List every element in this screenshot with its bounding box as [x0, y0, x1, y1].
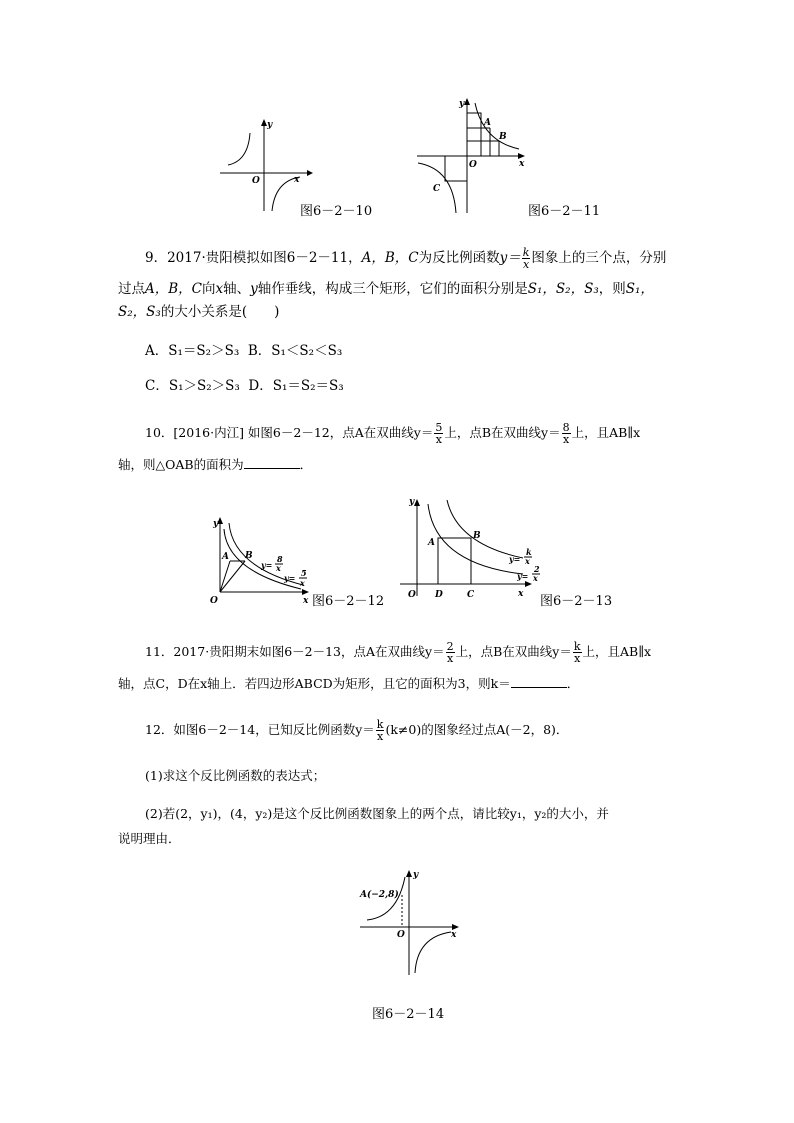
option-a: A．S₁＝S₂＞S₃ [145, 343, 240, 359]
answer-blank[interactable] [244, 456, 300, 469]
svg-text:O: O [397, 930, 405, 940]
hyperbola-branch-fourth-quadrant [415, 932, 451, 973]
svg-text:x: x [276, 563, 281, 573]
answer-blank[interactable] [511, 675, 567, 688]
q9-options-ab [145, 341, 342, 361]
svg-text:y: y [409, 497, 415, 507]
figure-6-2-13 [395, 492, 545, 604]
svg-text:y=: y= [509, 554, 521, 564]
q12-line-1: 12．如图6－2－14，已知反比例函数y＝ $\frac{k}{x}$ (k≠0)的图象经过点A(－2，8)． [145, 718, 569, 743]
svg-text:y: y [213, 519, 219, 529]
option-d: D．S₁＝S₂＝S₃ [248, 378, 344, 394]
svg-text:y=: y= [261, 560, 273, 570]
svg-text:k: k [526, 547, 532, 557]
svg-text:x: x [533, 573, 538, 583]
origin-label: O [469, 160, 477, 170]
q10-line-2: 轴，则△OAB的面积为 ． [118, 457, 313, 472]
q11-line-2: 轴，点C，D在x轴上．若四边形ABCD为矩形，且它的面积为3，则k＝ ． [118, 676, 580, 691]
y-label: y [459, 99, 465, 109]
point-a-label: A [484, 118, 491, 128]
q9-options-cd [145, 376, 344, 396]
q12-part-2-line-2: 说明理由． [118, 831, 181, 846]
q10-line-1: 10．[2016·内江] 如图6－2－12，点A在双曲线y＝ $\frac{5}{x}$ 上，点B在双曲线y＝ $\frac{8}{x}$ 上，且AB∥x [145, 421, 641, 446]
y-label: y [267, 120, 273, 130]
svg-text:O: O [408, 590, 416, 600]
x-label: x [519, 159, 525, 169]
curve-k-over-x [447, 500, 523, 558]
q9-text: 为反比例函数 [418, 250, 500, 266]
svg-text:A: A [222, 552, 229, 562]
q9-line-2: 过点A，B，C向x轴、y轴作垂线，构成三个矩形，它们的面积分别是S₁，S₂，S₃，则S₁， [118, 281, 654, 297]
q12-part-2-line-1: (2)若(2，y₁)，(4，y₂)是这个反比例函数图象上的两个点，请比较y₁，y₂的大小，并 [145, 806, 609, 821]
q9-text: y＝ [499, 250, 521, 266]
svg-text:x: x [518, 589, 524, 599]
svg-text:2: 2 [534, 564, 540, 574]
point-b-label: B [499, 132, 507, 142]
rectangle-abcd [438, 538, 471, 584]
svg-text:y: y [413, 870, 419, 880]
q9-text: 图象上的三个点，分别 [531, 250, 667, 266]
svg-text:O: O [210, 596, 218, 606]
svg-text:D: D [435, 590, 443, 600]
q12-part-1: (1)求这个反比例函数的表达式； [145, 768, 326, 783]
point-a-label: A(−2,8) [360, 890, 399, 900]
hyperbola-branch-first-quadrant [475, 103, 519, 149]
q9-text: 9．2017·贵阳模拟如图6－2－11， [145, 250, 362, 266]
rectangle-a [467, 113, 481, 156]
svg-text:B: B [473, 531, 481, 541]
svg-text:x: x [525, 556, 530, 566]
figure-6-2-12 [205, 515, 315, 607]
point-c-label: C [433, 184, 441, 194]
svg-text:8: 8 [277, 554, 283, 564]
svg-text:y=: y= [284, 573, 296, 583]
caption-6-2-12: 图6－2－12 [312, 594, 385, 609]
svg-text:A: A [428, 538, 435, 548]
figure-6-2-14 [355, 865, 470, 977]
svg-text:x: x [303, 596, 309, 606]
svg-text:B: B [245, 551, 253, 561]
svg-text:x: x [300, 578, 305, 588]
svg-text:C: C [467, 590, 475, 600]
svg-text:x: x [451, 930, 457, 940]
x-label: x [294, 175, 300, 185]
fraction-k-over-x: $\frac{k}{x}$ [522, 246, 530, 271]
origin-label: O [252, 176, 260, 186]
caption-6-2-13: 图6－2－13 [540, 594, 613, 609]
svg-text:5: 5 [301, 568, 307, 578]
option-b: B．S₁＜S₂＜S₃ [247, 343, 343, 359]
q9-line-3: S₂，S₃的大小关系是( ) [118, 304, 280, 320]
svg-text:y=: y= [517, 571, 529, 581]
caption-6-2-10: 图6－2－10 [300, 204, 373, 219]
figure-6-2-11 [415, 95, 530, 215]
hyperbola-branch-upper-left [228, 133, 250, 165]
q11-line-1: 11．2017·贵阳期末如图6－2－13，点A在双曲线y＝ $\frac{2}{x}$ 上，点B在双曲线y＝ $\frac{k}{x}$ 上，且AB∥x [145, 640, 652, 665]
q9-line-1 [145, 247, 666, 270]
rectangle-b [467, 141, 499, 156]
q9-text: A，B，C [361, 250, 419, 266]
option-c: C．S₁＞S₂＞S₃ [145, 378, 240, 394]
rectangle-c [445, 156, 467, 181]
caption-6-2-14: 图6－2－14 [372, 1007, 445, 1022]
caption-6-2-11: 图6－2－11 [528, 204, 601, 219]
